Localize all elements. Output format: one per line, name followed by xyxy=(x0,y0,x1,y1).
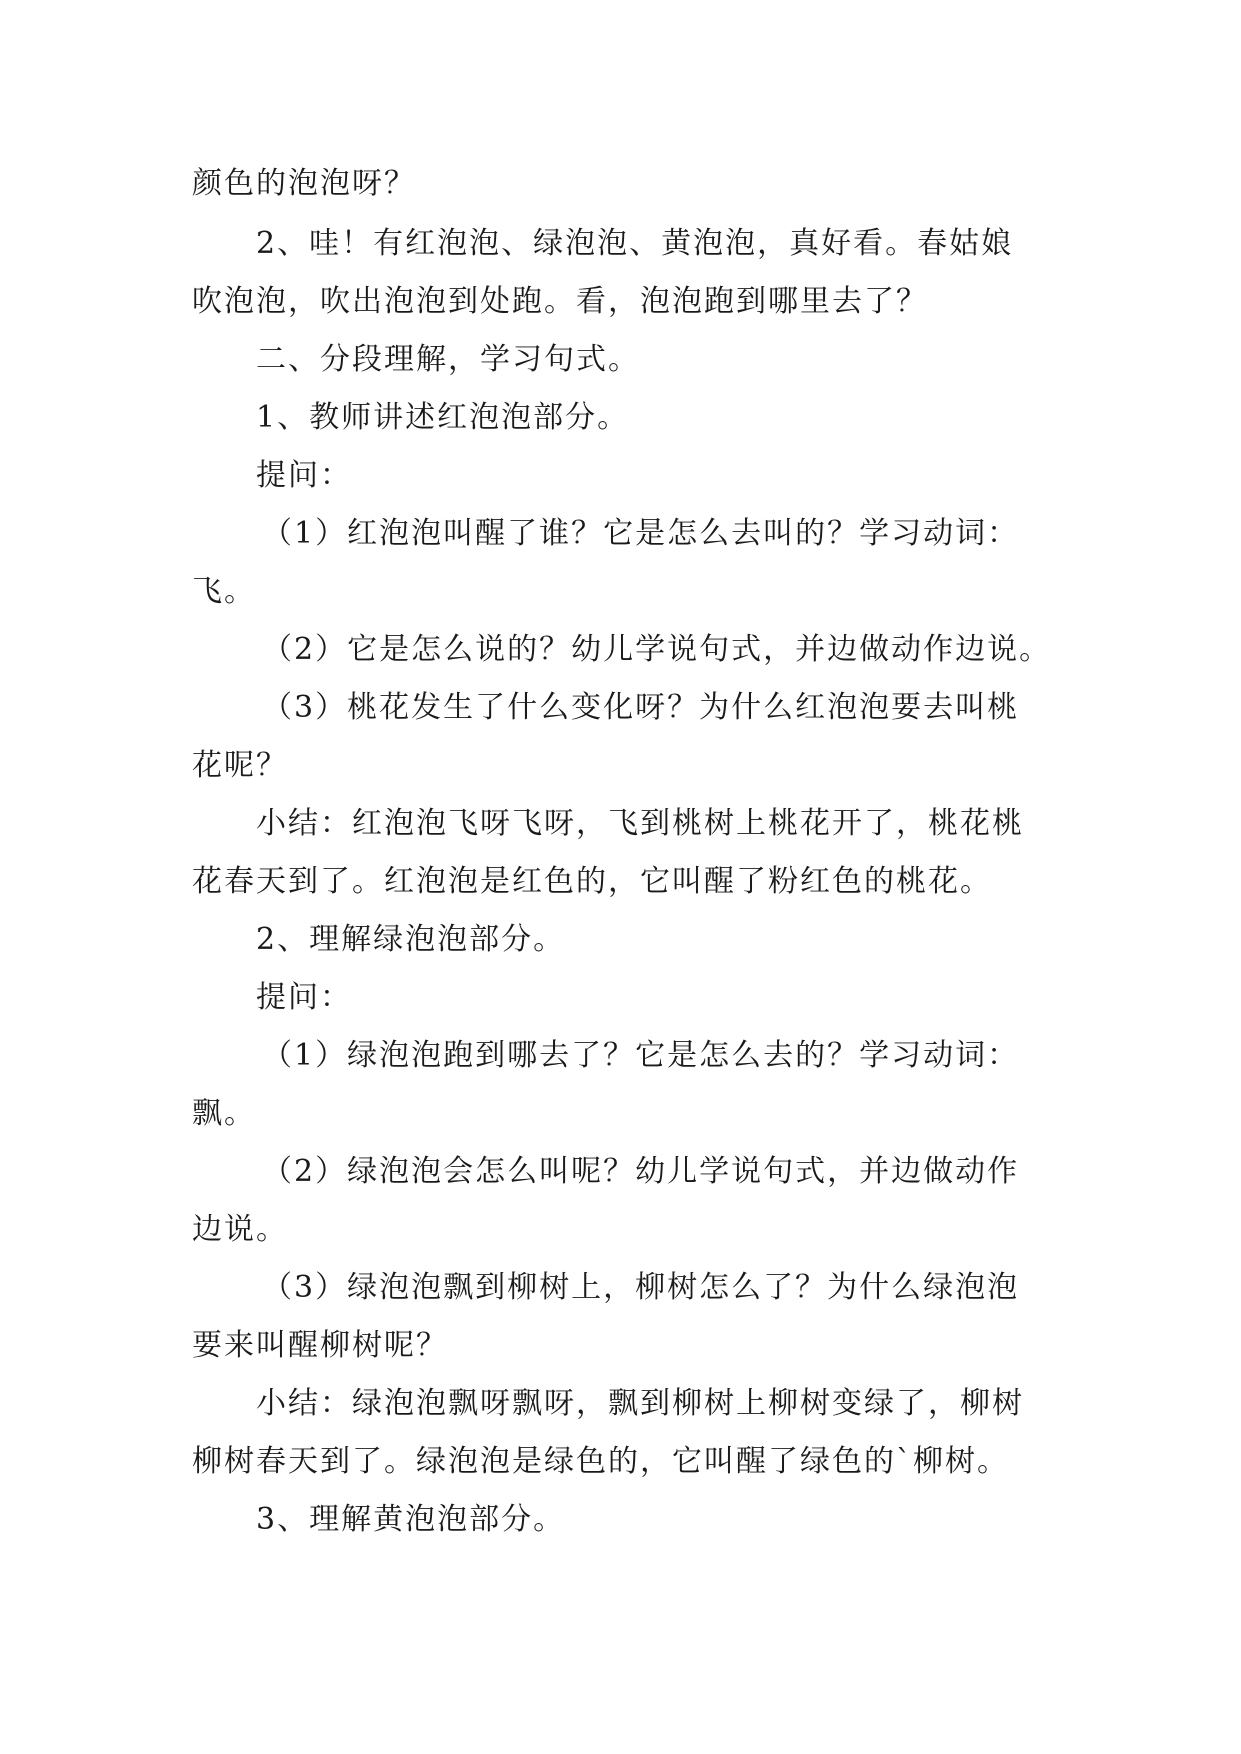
text-line: 花春天到了。红泡泡是红色的，它叫醒了粉红色的桃花。 xyxy=(192,864,992,899)
question-item-1: （1）绿泡泡跑到哪去了？它是怎么去的？学习动词： xyxy=(262,1038,1020,1073)
question-label: 提问： xyxy=(256,458,352,493)
subsection-heading: 1、教师讲述红泡泡部分。 xyxy=(256,400,630,435)
subsection-heading: 2、理解绿泡泡部分。 xyxy=(256,922,566,957)
question-item-2: （2）绿泡泡会怎么叫呢？幼儿学说句式，并边做动作 xyxy=(262,1154,1020,1189)
text-line-continuation: 颜色的泡泡呀？ xyxy=(192,166,416,201)
text-line: 柳树春天到了。绿泡泡是绿色的，它叫醒了绿色的`柳树。 xyxy=(192,1444,1009,1479)
question-item-3: （3）桃花发生了什么变化呀？为什么红泡泡要去叫桃 xyxy=(262,690,1020,725)
summary-paragraph: 小结：绿泡泡飘呀飘呀，飘到柳树上柳树变绿了，柳树 xyxy=(256,1386,1024,1421)
subsection-heading: 3、理解黄泡泡部分。 xyxy=(256,1502,566,1537)
summary-paragraph: 小结：红泡泡飞呀飞呀，飞到桃树上桃花开了，桃花桃 xyxy=(256,806,1024,841)
question-item-3: （3）绿泡泡飘到柳树上，柳树怎么了？为什么绿泡泡 xyxy=(262,1270,1020,1305)
text-line: 飘。 xyxy=(192,1096,256,1131)
text-line: 花呢？ xyxy=(192,748,288,783)
text-line: 吹泡泡，吹出泡泡到处跑。看，泡泡跑到哪里去了？ xyxy=(192,284,928,319)
text-line-paragraph-2: 2、哇！有红泡泡、绿泡泡、黄泡泡，真好看。春姑娘 xyxy=(256,226,1014,261)
text-line: 边说。 xyxy=(192,1212,288,1247)
question-item-2: （2）它是怎么说的？幼儿学说句式，并边做动作边说。 xyxy=(262,632,1052,667)
question-item-1: （1）红泡泡叫醒了谁？它是怎么去叫的？学习动词： xyxy=(262,516,1020,551)
section-heading: 二、分段理解，学习句式。 xyxy=(256,342,640,377)
text-line: 要来叫醒柳树呢？ xyxy=(192,1328,448,1363)
text-line: 飞。 xyxy=(192,574,256,609)
question-label: 提问： xyxy=(256,980,352,1015)
